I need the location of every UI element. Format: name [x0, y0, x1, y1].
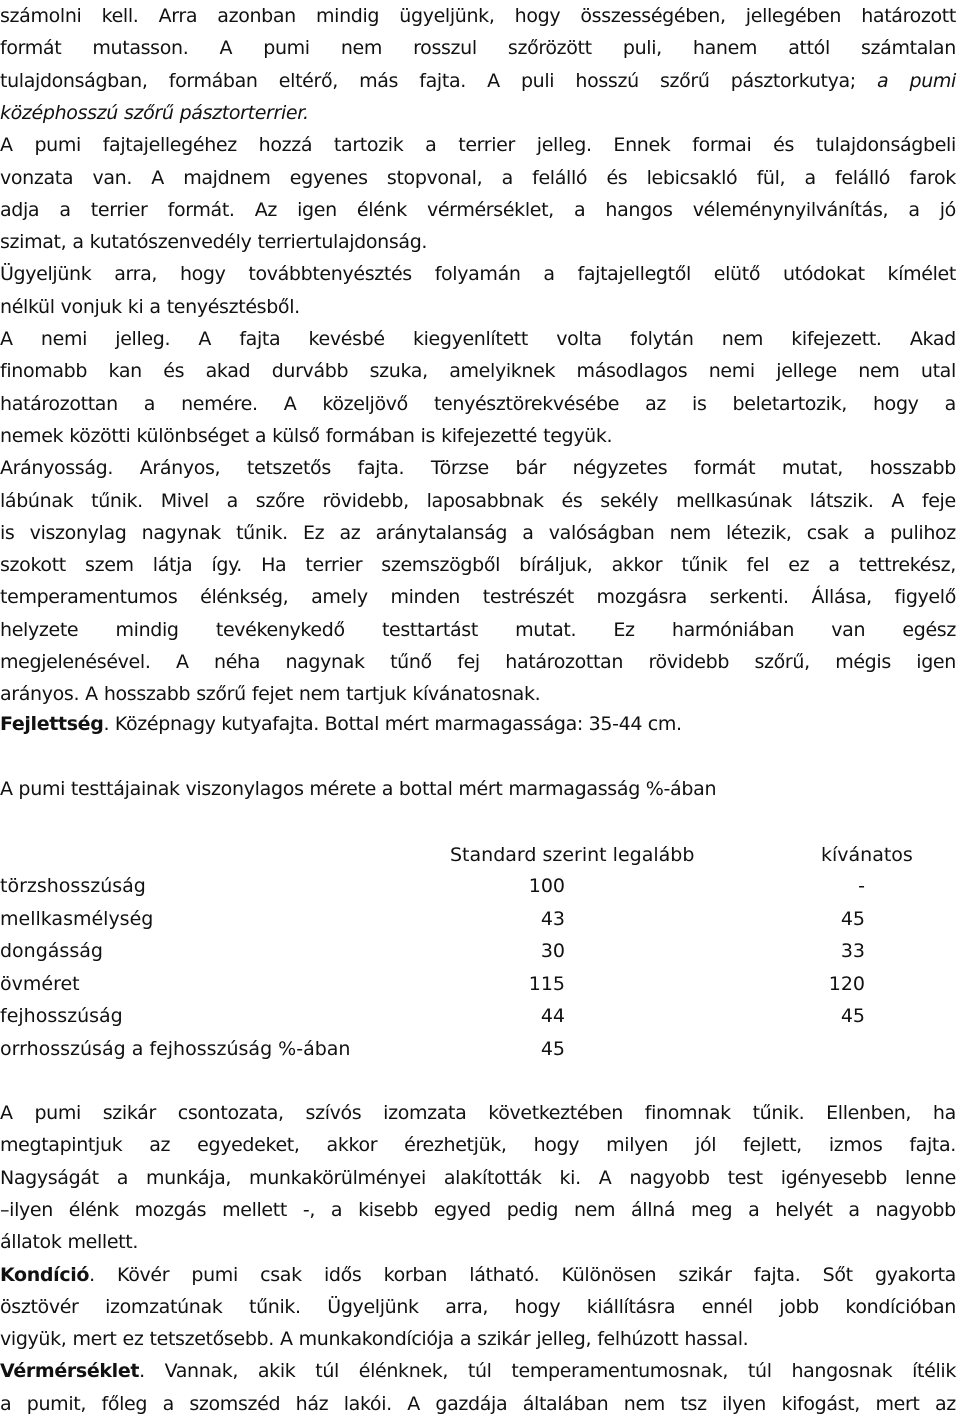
- table-row-label: övméret: [0, 972, 80, 995]
- vermerseklet-line: Vérmérséklet. Vannak, akik túl élénknek, túl temperamentumosnak, túl hangosnak ítélik: [0, 1355, 956, 1387]
- fejlettseg-label: Fejlettség: [0, 713, 104, 735]
- text-line: számolni kell. Arra azonban mindig ügyeljünk, hogy összességében, jellegében határozott: [0, 5, 956, 27]
- kondicio-line: Kondíció. Kövér pumi csak idős korban látható. Különösen szikár fajta. Sőt gyakorta: [0, 1259, 956, 1291]
- text-line: is viszonylag nagynak tűnik. Ez az aránytalanság a valóságban nem létezik, csak a pulihoz: [0, 521, 956, 544]
- text-line: adja a terrier formát. Az igen élénk vérmérséklet, a hangos véleménynyilvánítás, a jó: [0, 198, 956, 221]
- text-line: formát mutasson. A pumi nem rosszul szőrözött puli, hanem attól számtalan: [0, 37, 956, 60]
- table-row: [0, 1000, 960, 1032]
- text-line: megtapintjuk az egyedeket, akkor érezhetjük, hogy milyen jól fejlett, izmos fajta.: [0, 1134, 956, 1157]
- vermerseklet-line: a pumit, főleg a szomszéd ház lakói. A gazdája általában nem tsz ilyen kifogást, mert az: [0, 1392, 956, 1415]
- text-line: vonzata van. A majdnem egyenes stopvonal, a felálló és lebicsakló fül, a felálló farok: [0, 166, 956, 189]
- text-line: középhosszú szőrű pásztorterrier.: [0, 101, 309, 124]
- table-row-standard: 43: [540, 907, 565, 930]
- text-line: szokott szem látja így. Ha terrier szemszögből bíráljuk, akkor tűnik fel ez a tettrekész,: [0, 554, 956, 577]
- text-line: szimat, a kutatószenvedély terriertulajdonság.: [0, 231, 428, 254]
- text-line: Ügyeljünk arra, hogy továbbtenyésztés folyamán a fajtajellegtől elütő utódokat kímélet: [0, 263, 956, 286]
- table-row-label: mellkasmélység: [0, 907, 154, 930]
- text-line: –ilyen élénk mozgás mellett -, a kisebb egyed pedig nem állná meg a helyét a nagyobb: [0, 1198, 956, 1221]
- table-header-standard: Standard szerint legalább: [450, 844, 695, 866]
- text-line: A pumi fajtajellegéhez hozzá tartozik a terrier jelleg. Ennek formai és tulajdonságbeli: [0, 134, 956, 157]
- fejlettseg-line: [0, 708, 956, 740]
- table-row-standard: 30: [540, 940, 565, 963]
- table-row: [0, 968, 960, 1000]
- text-line: arányos. A hosszabb szőrű fejet nem tartjuk kívánatosnak.: [0, 683, 541, 706]
- text-line: nélkül vonjuk ki a tenyésztésből.: [0, 295, 300, 318]
- table-row-standard: 100: [528, 875, 565, 897]
- table-row-desired: 45: [840, 1005, 865, 1028]
- fejlettseg-text: . Középnagy kutyafajta. Bottal mért marmagassága: 35-44 cm.: [103, 713, 682, 735]
- text-line: megjelenésével. A néha nagynak tűnő fej határozottan rövidebb szőrű, mégis igen: [0, 651, 956, 673]
- text-line: temperamentumos élénkség, amely minden testrészét mozgásra serkenti. Állása, figyelő: [0, 586, 956, 609]
- table-row-label: dongásság: [0, 940, 103, 963]
- text-line: A nemi jelleg. A fajta kevésbé kiegyenlített volta folytán nem kifejezett. Akad: [0, 328, 956, 350]
- table-row: [0, 1033, 960, 1065]
- vermerseklet-label: Vérmérséklet: [0, 1360, 140, 1383]
- table-row: [0, 903, 960, 935]
- table-row-standard: 115: [528, 972, 565, 995]
- text-line: finomabb kan és akad durvább szuka, amelyiknek másodlagos nemi jellege nem utal: [0, 360, 956, 383]
- kondicio-line: ösztövér izomzatúnak tűnik. Ügyeljünk arra, hogy kiállításra ennél jobb kondícióban: [0, 1295, 956, 1318]
- table-row-standard: 44: [540, 1005, 565, 1028]
- table-row-desired: 33: [840, 940, 865, 963]
- table-header-desired: kívánatos: [821, 844, 913, 866]
- table-row-label: orrhosszúság a fejhosszúság %-ában: [0, 1038, 351, 1060]
- kondicio-line: vigyük, mert ez tetszetősebb. A munkakondíciója a szikár jelleg, felhúzott hassal.: [0, 1328, 749, 1351]
- table-row: [0, 870, 960, 902]
- text-line: Arányosság. Arányos, tetszetős fajta. Törzse bár négyzetes formát mutat, hosszabb: [0, 457, 956, 480]
- table-row-desired: 120: [828, 972, 865, 995]
- text-line: lábúnak tűnik. Mivel a szőre rövidebb, laposabbnak és sekély mellkasúnak látszik. A feje: [0, 489, 956, 512]
- table-row-desired: 45: [840, 907, 865, 930]
- text-line: tulajdonságban, formában eltérő, más fajta. A puli hosszú szőrű pásztorkutya; a pumi: [0, 69, 956, 92]
- text-line: Nagyságát a munkája, munkakörülményei alakították ki. A nagyobb test igényesebb lenne: [0, 1166, 956, 1189]
- text-line: helyzete mindig tevékenykedő testtartást mutat. Ez harmóniában van egész: [0, 618, 956, 641]
- kondicio-label: Kondíció: [0, 1263, 90, 1286]
- text-line: nemek közötti különbséget a külső formában is kifejezetté tegyük.: [0, 424, 613, 447]
- table-row-label: törzshosszúság: [0, 875, 146, 897]
- table-row: [0, 935, 960, 967]
- table-row-standard: 45: [540, 1038, 565, 1060]
- text-line: határozottan a nemére. A közeljövő tenyésztörekvésébe az is beletartozik, hogy a: [0, 392, 956, 415]
- text-line: állatok mellett.: [0, 1231, 139, 1254]
- table-row-label: fejhosszúság: [0, 1005, 123, 1028]
- table-title: A pumi testtájainak viszonylagos mérete a bottal mért marmagasság %-ában: [0, 778, 717, 800]
- table-row-desired: -: [858, 875, 865, 897]
- text-line: A pumi szikár csontozata, szívós izomzata következtében finomnak tűnik. Ellenben, ha: [0, 1102, 956, 1124]
